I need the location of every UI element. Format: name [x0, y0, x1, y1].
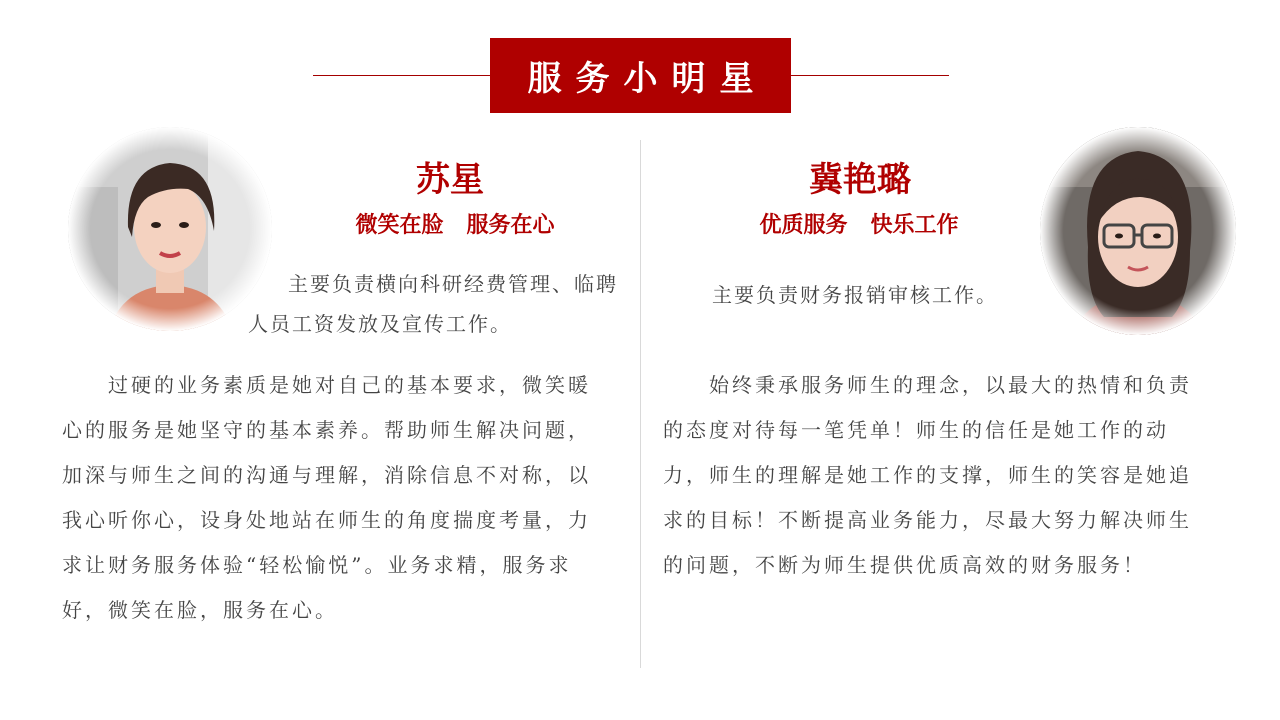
page-title: 服务小明星	[490, 38, 791, 113]
profile-description-left: 过硬的业务素质是她对自己的基本要求，微笑暖心的服务是她坚守的基本素养。帮助师生解决问题，加深与师生之间的沟通与理解，消除信息不对称，以我心听你心，设身处地站在师生的角度揣度考量，力求让财务服务体验“轻松愉悦”。业务求精，服务求好，微笑在脸，服务在心。	[62, 373, 591, 622]
profile-duty-left: 主要负责横向科研经费管理、临聘人员工资发放及宣传工作。	[248, 272, 618, 336]
profile-description-right: 始终秉承服务师生的理念，以最大的热情和负责的态度对待每一笔凭单！师生的信任是她工作的动力，师生的理解是她工作的支撑，师生的笑容是她追求的目标！不断提高业务能力，尽最大努力解决师生的问题，不断为师生提供优质高效的财务服务！	[663, 373, 1192, 577]
profile-name-left: 苏星	[416, 160, 484, 200]
title-rule-right	[790, 75, 949, 76]
profile-duty-right: 主要负责财务报销审核工作。	[712, 283, 998, 307]
title-rule-left	[313, 75, 491, 76]
profile-name-right: 冀艳璐	[809, 160, 911, 200]
profile-motto-right: 优质服务 快乐工作	[759, 212, 959, 238]
profile-photo-right	[1040, 127, 1236, 335]
column-divider	[640, 140, 641, 668]
profile-photo-left	[68, 127, 272, 331]
profile-motto-left: 微笑在脸 服务在心	[355, 212, 555, 238]
